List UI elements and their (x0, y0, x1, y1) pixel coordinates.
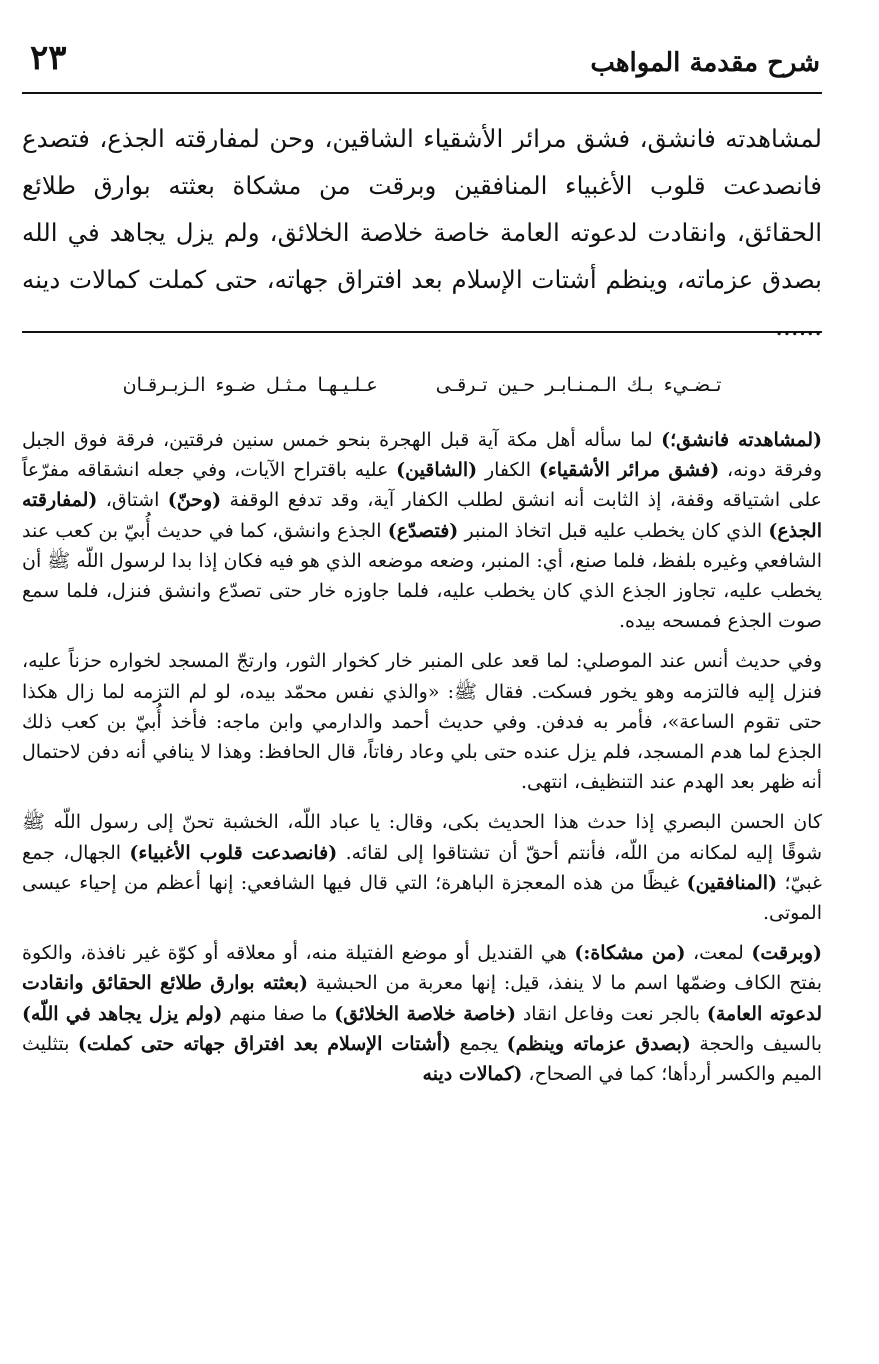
commentary-text: اشتاق، (97, 489, 168, 512)
quoted-term: (فشق مرائر الأشقياء) (538, 459, 720, 482)
commentary-text: هي القنديل أو موضع الفتيلة منه، أو معلاقه أو كوّة غير نافذة، والكوة بفتح الكاف وضمّها اسم ما لا ينفذ، قيل: إنها معربة من الحبشية (22, 942, 822, 995)
commentary (22, 425, 822, 1099)
poetry-verse (22, 370, 822, 400)
quoted-term: (الشاقين) (396, 459, 478, 482)
commentary-text: يجمع (451, 1032, 507, 1055)
commentary-text: بالجر نعت وفاعل انقاد (516, 1002, 707, 1025)
quoted-term: (بصدق عزماته وينظم) (506, 1032, 691, 1055)
quoted-term: (المنافقين) (686, 871, 778, 894)
quoted-term: (لمفارقته الجذع) (22, 489, 822, 542)
quoted-term: (فانصدعت قلوب الأغبياء) (129, 841, 338, 864)
quoted-term: (ولم يزل يجاهد في اللّه) (22, 1002, 223, 1025)
commentary-text: الكفار (477, 459, 539, 482)
separator-line (22, 331, 822, 333)
commentary-paragraph-4 (22, 938, 822, 1089)
quoted-term: (خاصة خلاصة الخلائق) (334, 1002, 517, 1025)
commentary-text: لمعت، (685, 942, 752, 965)
verse-second-hemistich: عـلـيـهـا مـثـل ضـوء الـزبـرقـان (122, 374, 378, 396)
commentary-text: عليه باقتراح الآيات، وفي جعله انشقاقه مفرّعاً على اشتياقه وقفة، إذ الثابت أنه انشق لطلب الكفار آية، وقد تدفع الوقفة (22, 459, 822, 512)
commentary-text: لما سأله أهل مكة آية قبل الهجرة بنحو خمس سنين فرقتين، فرقة فوق الجبل وفرقة دونه، (22, 429, 823, 482)
page-header (22, 32, 822, 94)
commentary-text: الذي كان يخطب عليه قبل اتخاذ المنبر (458, 519, 769, 542)
quoted-term: (أشتات الإسلام بعد افتراق جهاته حتى كملت) (77, 1032, 452, 1055)
commentary-text: الجهال، جمع غبيّ؛ (22, 841, 822, 894)
quoted-term: (وحنّ) (167, 489, 222, 512)
quoted-term: (من مشكاة:) (574, 942, 686, 965)
verse-first-hemistich: تـضـيء بـك الـمـنـابـر حـين تـرقـى (435, 374, 722, 396)
quoted-term: (فتصدّع) (387, 519, 459, 542)
quoted-term: (كمالات دينه (422, 1063, 523, 1086)
quoted-term: (لمشاهدته فانشق؛) (661, 429, 822, 451)
running-title: شرح مقدمة المواهب (590, 48, 820, 78)
commentary-paragraph-1 (22, 425, 822, 636)
commentary-text: كان الحسن البصري إذا حدث هذا الحديث بكى، وقال: يا عباد اللّه، الخشبة تحنّ إلى رسول اللّه ﷺ شوقًا إليه لمكانه من اللّه، فأنتم أحقّ أن تشتاقوا إلى لقائه. (22, 811, 822, 864)
quoted-term: (وبرقت) (751, 942, 822, 965)
commentary-paragraph-2: وفي حديث أنس عند الموصلي: لما قعد على المنبر خار كخوار الثور، وارتجّ المسجد لخواره حزناً عليه، فنزل إليه فالتزمه وهو يخور فسكت. فقال ﷺ: «والذي نفس محمّد بيده، لو لم التزمه لما زال هكذا حتى تقوم الساعة»، فأمر به فدفن. وفي حديث أحمد والدارمي وابن ماجه: فأخذ أُبيّ بن كعب ذلك الجذع لما هدم المسجد، فلم يزل عنده حتى بلي وعاد رفاتاً، قال الحافظ: وهذا لا ينافي أنه دفن لاحتمال أنه ظهر بعد الهدم عند التنظيف، انتهى. (22, 650, 822, 794)
commentary-text: بالسيف والحجة (690, 1032, 822, 1055)
commentary-text: غيظًا من هذه المعجزة الباهرة؛ التي قال فيها الشافعي: إنها أعظم من إحياء عيسى الموتى. (22, 871, 822, 925)
main-text: لمشاهدته فانشق، فشق مرائر الأشقياء الشاقين، وحن لمفارقته الجذع، فتصدع فانصدعت قلوب الأغبياء المنافقين وبرقت من مشكاة بعثته بوارق طلائع الحقائق، وانقادت لدعوته العامة خاصة خلاصة الخلائق، ولم يزل يجاهد في الله بصدق عزماته، وينظم أشتات الإسلام بعد افتراق جهاته، حتى كملت كمالات دينه ...... (22, 124, 823, 341)
page-number: ٢٣ (30, 38, 67, 78)
quoted-term: (بعثته بوارق طلائع الحقائق وانقادت لدعوته العامة) (22, 972, 822, 1025)
commentary-text: بتثليث الميم والكسر أردأها؛ كما في الصحاح، (22, 1032, 822, 1086)
commentary-text: الجذع وانشق، كما في حديث أُبيّ بن كعب عند الشافعي وغيره بلفظ، فلما صنع، أي: المنبر، وضعه موضعه الذي هو فيه فكان إذا بدا لرسول اللّه ﷺ أن يخطب عليه، تجاوز الجذع الذي كان يخطب عليه، فلما جاوزه خار حتى تصدّع وانشق فنزل، فلما سمع صوت الجذع فمسحه بيده. (22, 519, 822, 633)
commentary-text: ما صفا منهم (222, 1002, 335, 1025)
commentary-paragraph-3 (22, 807, 822, 928)
